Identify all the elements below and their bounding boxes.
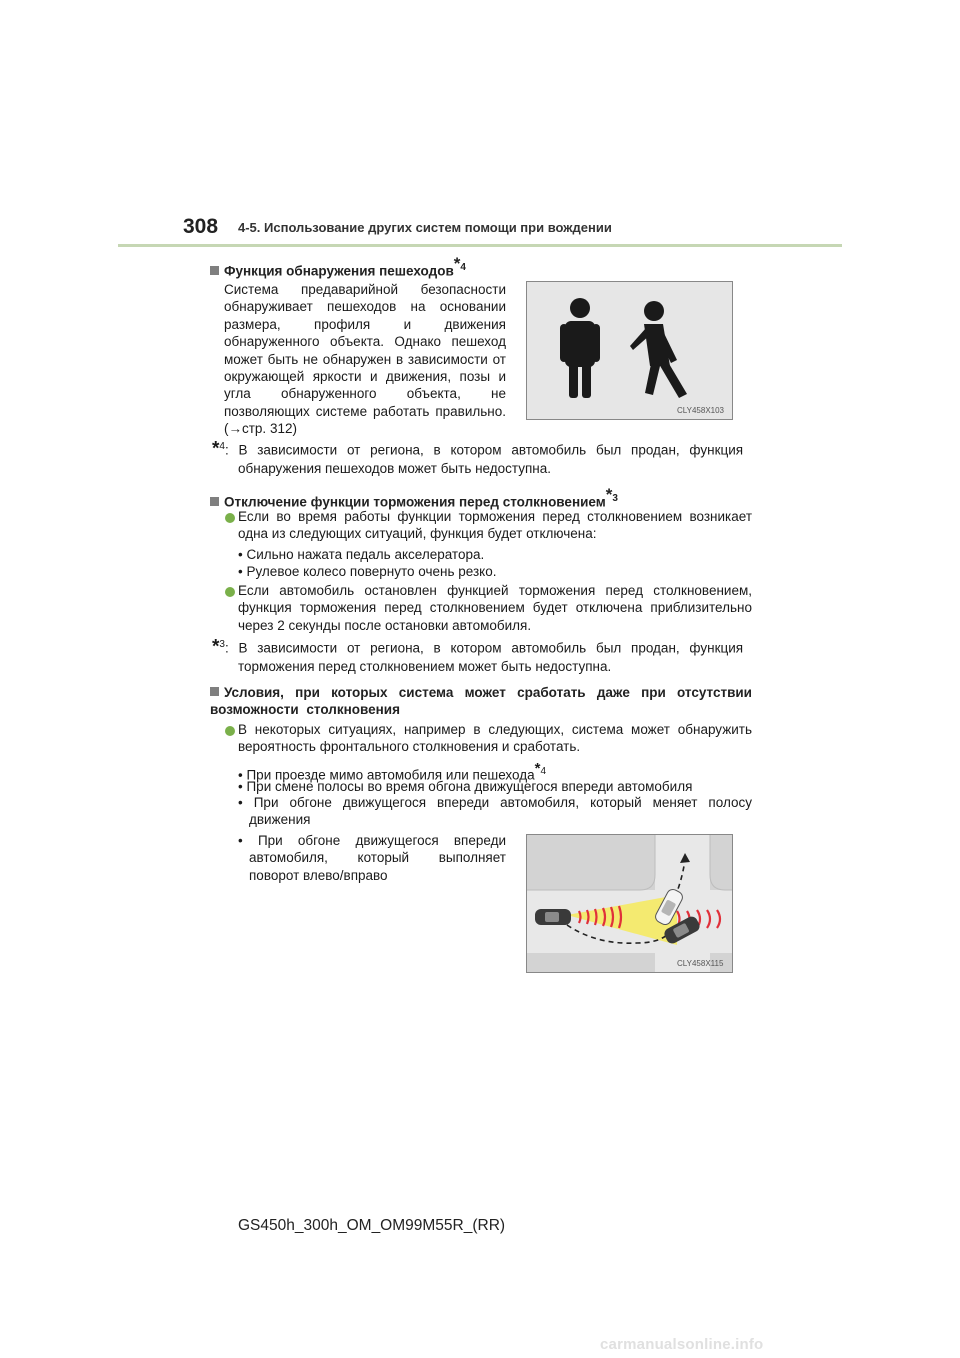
pedestrian-heading: Функция обнаружения пешеходов$^{*4}$ [210, 255, 466, 279]
heading-square-icon [210, 497, 219, 506]
disable-footnote-cont: торможения перед столкновением может быть недоступна. [238, 659, 612, 674]
turning-figure-code: CLY458X115 [677, 959, 724, 968]
heading-square-icon [210, 687, 219, 696]
conditions-sub-1: • При проезде мимо автомобиля или пешехода$^{*4}$ [238, 760, 547, 783]
turning-vehicle-figure [526, 834, 733, 973]
document-id: GS450h_300h_OM_OM99M55R_(RR) [238, 1217, 506, 1234]
radar-turning-illustration [527, 835, 732, 972]
header-divider [118, 244, 842, 247]
conditions-sub-4: • При обгоне движущегося впереди автомобиля, который выполняет поворот влево/вправо [238, 833, 506, 883]
conditions-sub-3: • При обгоне движущегося впереди автомобиля, который меняет полосу движения [238, 795, 752, 828]
section-title: 4-5. Использование других систем помощи при вождении [238, 220, 612, 235]
disable-sub-2: • Рулевое колесо повернуто очень резко. [238, 564, 497, 579]
pedestrians-illustration [527, 282, 732, 419]
conditions-heading: Условия, при которых система может сработать даже при отсутствии возможности столкновения [210, 685, 752, 717]
disable-bullet-1: Если во время работы функции торможения перед столкновением возникает одна из следующих ситуаций, функция будет отключена: [238, 509, 752, 542]
watermark: carmanualsonline.info [600, 1336, 764, 1353]
disable-sub-1: • Сильно нажата педаль акселератора. [238, 547, 485, 562]
pedestrian-figure-code: CLY458X103 [677, 406, 724, 415]
heading-square-icon [210, 266, 219, 275]
pedestrian-figure [526, 281, 733, 420]
pedestrian-body: Система предаварийной безопасности обнаруживает пешеходов на основании размера, профиля и движения обнаруженного объекта. Однако пешеход может быть не обнаружен в зависимости от окружающей яркости и движения, позы и угла обнаруженного объекта, не позволяющих системе работать правильно. (→стр. 312) [224, 282, 506, 437]
conditions-bullet-1: В некоторых ситуациях, например в следующих, система может обнаружить вероятность фронтального столкновения и сработать. [238, 722, 752, 755]
conditions-sub-2: • При смене полосы во время обгона движущегося впереди автомобиля [238, 779, 693, 794]
disable-footnote: *$^3$: В зависимости от региона, в котором автомобиль был продан, функция [212, 636, 744, 658]
bullet-dot-icon [225, 726, 235, 736]
page-number: 308 [183, 215, 219, 238]
bullet-dot-icon [225, 513, 235, 523]
bullet-dot-icon [225, 587, 235, 597]
own-car-icon [535, 909, 571, 925]
disable-heading: Отключение функции торможения перед столкновением$^{*3}$ [210, 486, 618, 510]
disable-bullet-2: Если автомобиль остановлен функцией торможения перед столкновением, функция торможения перед столкновением будет отключена приблизительно через 2 секунды после остановки автомобиля. [238, 583, 752, 633]
pedestrian-footnote: *$^4$: В зависимости от региона, в котором автомобиль был продан, функция [212, 438, 744, 460]
pedestrian-footnote-cont: обнаружения пешеходов может быть недоступна. [238, 461, 552, 476]
